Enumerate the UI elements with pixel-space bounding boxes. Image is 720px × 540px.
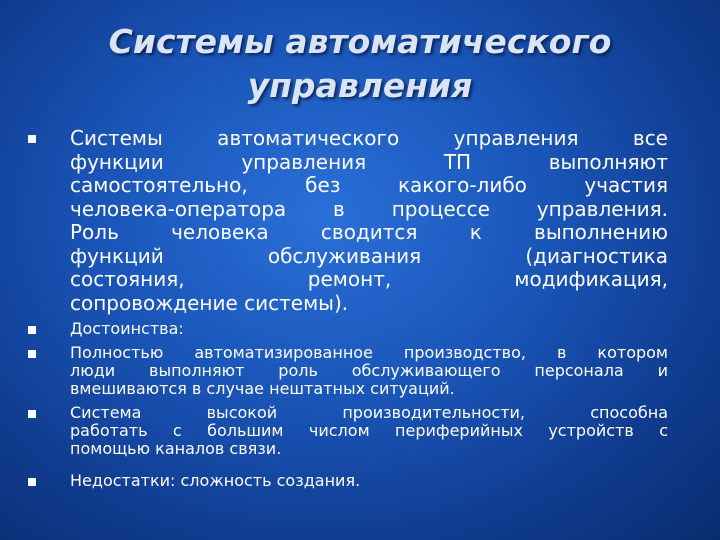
text-line: вмешиваются в случае нештатных ситуаций. [70, 378, 455, 398]
list-item-text [70, 472, 668, 490]
square-bullet-icon [28, 326, 36, 334]
list-item-text [70, 344, 668, 397]
text-line: состояния, ремонт, модификация, [70, 267, 668, 291]
text-line: люди выполняют роль обслуживающего персонала и [70, 360, 668, 380]
slide-title-line-1: Системы автоматического [108, 22, 612, 61]
text-line: Роль человека сводится к выполнению [70, 220, 668, 244]
slide-title [60, 20, 660, 108]
slide-title-line-2: управления [247, 66, 473, 105]
square-bullet-icon [28, 410, 36, 418]
text-line: человека-оператора в процессе управления. [70, 196, 668, 221]
text-line: сопровождение системы). [70, 290, 349, 315]
list-item-text [70, 404, 668, 457]
list-item-text [70, 320, 668, 338]
text-line: Полностью автоматизированное производство, в котором [70, 343, 668, 362]
text-line: Система высокой производительности, способна [70, 403, 668, 422]
text-line: самостоятельно, без какого-либо участия [70, 173, 668, 197]
text-line: функций обслуживания (диагностика [70, 243, 668, 268]
text-line: работать с большим числом периферийных устройств с [70, 420, 668, 440]
list-item-text [70, 127, 668, 315]
text-line: функции управления ТП выполняют [70, 149, 668, 174]
text-line: Системы автоматического управления все [70, 126, 668, 150]
square-bullet-icon [28, 135, 36, 143]
square-bullet-icon [28, 478, 36, 486]
text-line: Достоинства: [70, 319, 184, 338]
square-bullet-icon [28, 350, 36, 358]
text-line: Недостатки: сложность создания. [70, 471, 361, 490]
text-line: помощью каналов связи. [70, 438, 282, 458]
